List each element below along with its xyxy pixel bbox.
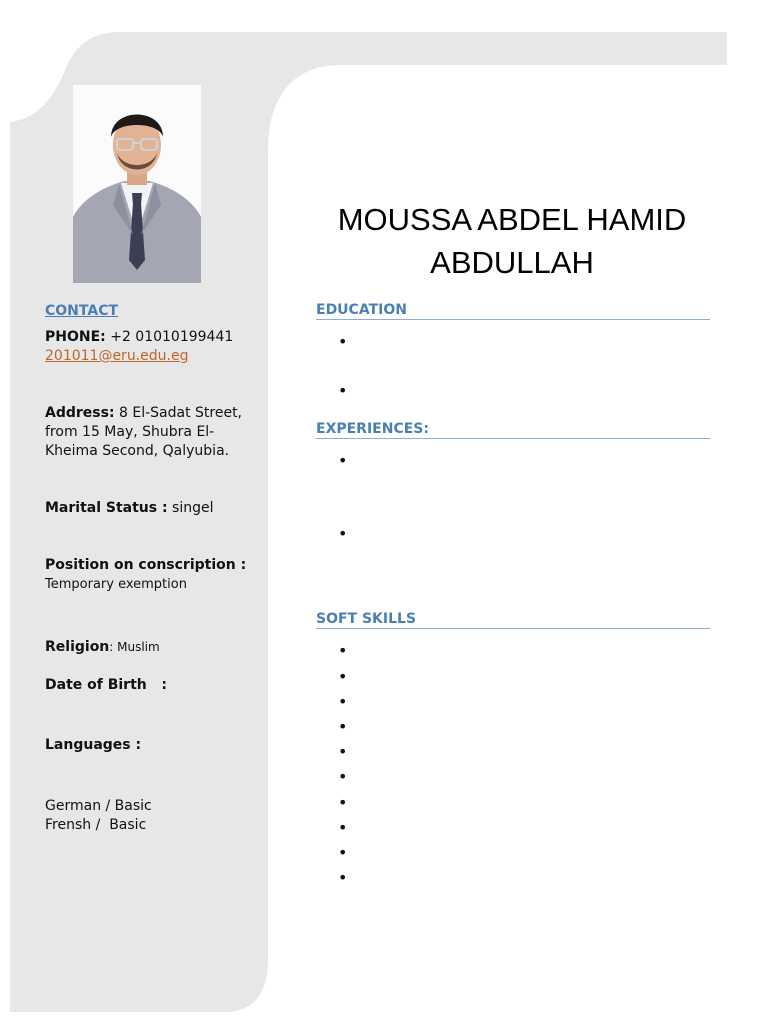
religion-value: : Muslim [109,640,160,654]
conscription-value: Temporary exemption [45,577,187,592]
dob-label: Date of Birth : [45,677,167,693]
bullet: • [338,381,348,400]
languages-label: Languages : [45,737,142,753]
bullet: • [338,793,348,812]
phone-line [45,328,260,347]
phone-value: +2 01010199441 [105,329,234,345]
bullet: • [338,742,348,761]
bullet: • [338,717,348,736]
marital-label: Marital Status : [45,500,168,516]
conscription-label: Position on conscription : [45,557,247,573]
education-heading: EDUCATION [316,302,710,320]
soft-skills-heading: SOFT SKILLS [316,611,710,629]
religion-label: Religion [45,639,110,655]
address-value: 8 El-Sadat Street, from 15 May, Shubra El-Kheima Second, Qalyubia. [45,405,243,459]
email-link[interactable]: 201011@eru.edu.eg [45,348,189,364]
bullet: • [338,641,348,660]
bullet: • [338,868,348,887]
bullet: • [338,692,348,711]
languages-list [45,797,260,835]
page-title: MOUSSA ABDEL HAMID ABDULLAH [337,202,687,280]
experiences-heading: EXPERIENCES: [316,421,710,439]
bullet: • [338,843,348,862]
contact-heading: CONTACT [45,303,119,319]
bullet: • [338,451,348,470]
bullet: • [338,818,348,837]
marital-line [45,499,260,518]
bullet: • [338,524,348,543]
marital-value: singel [167,500,214,516]
profile-photo [73,85,201,283]
bullet: • [338,332,348,351]
language-item: Frensh / Basic [45,817,147,833]
address-label: Address: [45,405,115,421]
language-item: German / Basic [45,798,152,814]
bullet: • [338,767,348,786]
conscription-block [45,556,260,594]
address-block [45,404,260,461]
bullet: • [338,667,348,686]
phone-label: PHONE: [45,329,106,345]
religion-line [45,638,260,657]
